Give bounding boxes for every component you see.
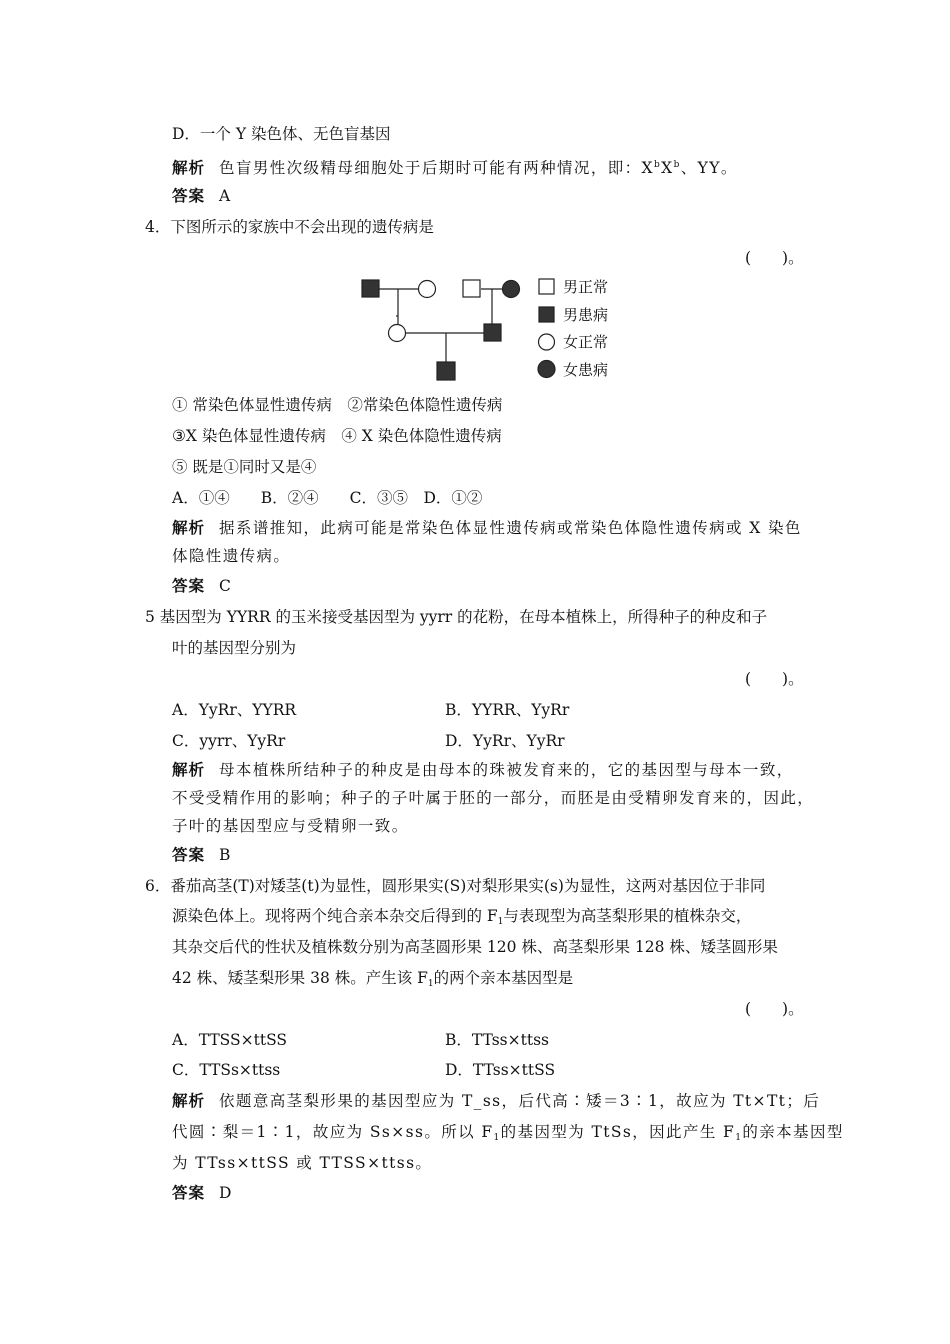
analysis-label: 解析 xyxy=(172,760,206,779)
affected-male-symbol xyxy=(437,362,455,380)
legend-circle-open-icon xyxy=(539,334,555,350)
q3-analysis xyxy=(172,155,738,178)
q6-option-d: D．TTss×ttSS xyxy=(445,1061,556,1079)
analysis-text: 的基因型为 TtSs，因此产生 F xyxy=(500,1123,736,1141)
analysis-text: X xyxy=(661,159,674,177)
q6-stem-line2 xyxy=(172,906,751,932)
analysis-label: 解析 xyxy=(172,1091,206,1110)
q4-items-line1: ① 常染色体显性遗传病 ②常染色体隐性遗传病 xyxy=(172,396,503,414)
normal-female-symbol xyxy=(419,281,436,298)
affected-female-symbol xyxy=(503,281,520,298)
q5-answer xyxy=(172,845,230,865)
normal-female-symbol xyxy=(389,325,406,342)
legend-label: 男患病 xyxy=(563,306,609,324)
q5-stem-line2: 叶的基因型分别为 xyxy=(172,639,297,657)
q4-answer xyxy=(172,576,231,596)
stem-text: 与表现型为高茎梨形果的植株杂交， xyxy=(503,907,752,925)
pedigree-chart xyxy=(355,270,630,385)
analysis-text: 色盲男性次级精母细胞处于后期时可能有两种情况，即：X xyxy=(219,159,654,177)
analysis-text: 母本植株所结种子的种皮是由母本的珠被发育来的，它的基因型与母本一致， xyxy=(219,761,794,779)
normal-male-symbol xyxy=(463,280,480,297)
q5-analysis xyxy=(172,760,794,780)
superscript: b xyxy=(653,160,662,170)
q4-analysis xyxy=(172,518,802,538)
q6-analysis xyxy=(172,1091,820,1111)
legend-label: 女正常 xyxy=(563,333,609,351)
q5-option-b: B．YYRR、YyRr xyxy=(445,701,570,719)
answer-value: B xyxy=(219,846,231,864)
q5-option-c: C．yyrr、YyRr xyxy=(172,732,286,750)
stem-text: 的两个亲本基因型是 xyxy=(433,969,574,987)
analysis-label: 解析 xyxy=(172,518,206,537)
analysis-label: 解析 xyxy=(172,158,206,177)
answer-value: C xyxy=(219,577,231,595)
q6-answer xyxy=(172,1183,231,1203)
stem-text: 42 株、矮茎梨形果 38 株。产生该 F xyxy=(172,969,428,987)
affected-male-symbol xyxy=(362,280,379,297)
legend-square-filled-icon xyxy=(539,307,554,322)
q5-answer-paren: ( )。 xyxy=(745,670,804,688)
answer-label: 答案 xyxy=(172,186,206,205)
analysis-text: 的亲本基因型 xyxy=(742,1123,844,1141)
answer-label: 答案 xyxy=(172,576,206,595)
q5-analysis-line2: 不受受精作用的影响；种子的子叶属于胚的一部分，而胚是由受精卵发育来的，因此， xyxy=(172,789,815,807)
legend-circle-filled-icon xyxy=(538,361,555,378)
answer-label: 答案 xyxy=(172,845,206,864)
q5-stem-line1: 5 基因型为 YYRR 的玉米接受基因型为 yyrr 的花粉，在母本植株上，所得种子的种皮和子 xyxy=(145,608,768,626)
legend-square-open-icon xyxy=(539,279,554,294)
answer-value: D xyxy=(219,1184,232,1202)
q6-answer-paren: ( )。 xyxy=(745,1000,804,1018)
q4-options: A．①④ B．②④ C．③⑤ D．①② xyxy=(172,489,483,507)
affected-male-symbol xyxy=(484,324,501,341)
subscript: 1 xyxy=(735,1133,743,1143)
stem-text: 源染色体上。现将两个纯合亲本杂交后得到的 F xyxy=(172,907,498,925)
q6-analysis-line3: 为 TTss×ttSS 或 TTSS×ttss。 xyxy=(172,1154,433,1172)
q5-option-d: D．YyRr、YyRr xyxy=(445,732,565,750)
q4-stem: 4．下图所示的家族中不会出现的遗传病是 xyxy=(145,218,434,236)
q6-stem-line3: 其杂交后代的性状及植株数分别为高茎圆形果 120 株、高茎梨形果 128 株、矮茎圆形果 xyxy=(172,938,778,956)
analysis-text: 依题意高茎梨形果的基因型应为 T_ss，后代高∶矮＝3∶1，故应为 Tt×Tt；后 xyxy=(219,1092,821,1110)
analysis-text: 代圆∶梨＝1∶1，故应为 Ss×ss。所以 F xyxy=(172,1123,494,1141)
q4-answer-paren: ( )。 xyxy=(745,249,804,267)
q6-option-c: C．TTSs×ttss xyxy=(172,1061,281,1079)
q6-option-b: B．TTss×ttss xyxy=(445,1031,549,1049)
q3-option-d: D．一个 Y 染色体、无色盲基因 xyxy=(172,125,391,143)
q6-analysis-line2 xyxy=(172,1122,844,1148)
q4-items-line3: ⑤ 既是①同时又是④ xyxy=(172,458,317,476)
q4-analysis-line2: 体隐性遗传病。 xyxy=(172,547,291,565)
q3-answer xyxy=(172,186,230,206)
q6-option-a: A．TTSS×ttSS xyxy=(172,1031,288,1049)
analysis-text: 据系谱推知，此病可能是常染色体显性遗传病或常染色体隐性遗传病或 X 染色 xyxy=(219,519,802,537)
analysis-text: 、YY。 xyxy=(680,159,738,177)
subscript: 1 xyxy=(427,979,434,989)
answer-label: 答案 xyxy=(172,1183,206,1202)
q5-analysis-line3: 子叶的基因型应与受精卵一致。 xyxy=(172,817,409,835)
q6-stem-line4 xyxy=(172,968,573,994)
subscript: 1 xyxy=(493,1133,501,1143)
q6-stem-line1: 6．番茄高茎(T)对矮茎(t)为显性，圆形果实(S)对梨形果实(s)为显性，这两对基因位于非同 xyxy=(145,877,766,895)
superscript: b xyxy=(673,160,681,170)
subscript: 1 xyxy=(497,917,504,927)
q4-items-line2: ③X 染色体显性遗传病 ④ X 染色体隐性遗传病 xyxy=(172,427,502,445)
legend-label: 女患病 xyxy=(563,361,609,379)
answer-value: A xyxy=(219,187,231,205)
q5-option-a: A．YyRr、YYRR xyxy=(172,701,297,719)
legend-label: 男正常 xyxy=(563,278,609,296)
